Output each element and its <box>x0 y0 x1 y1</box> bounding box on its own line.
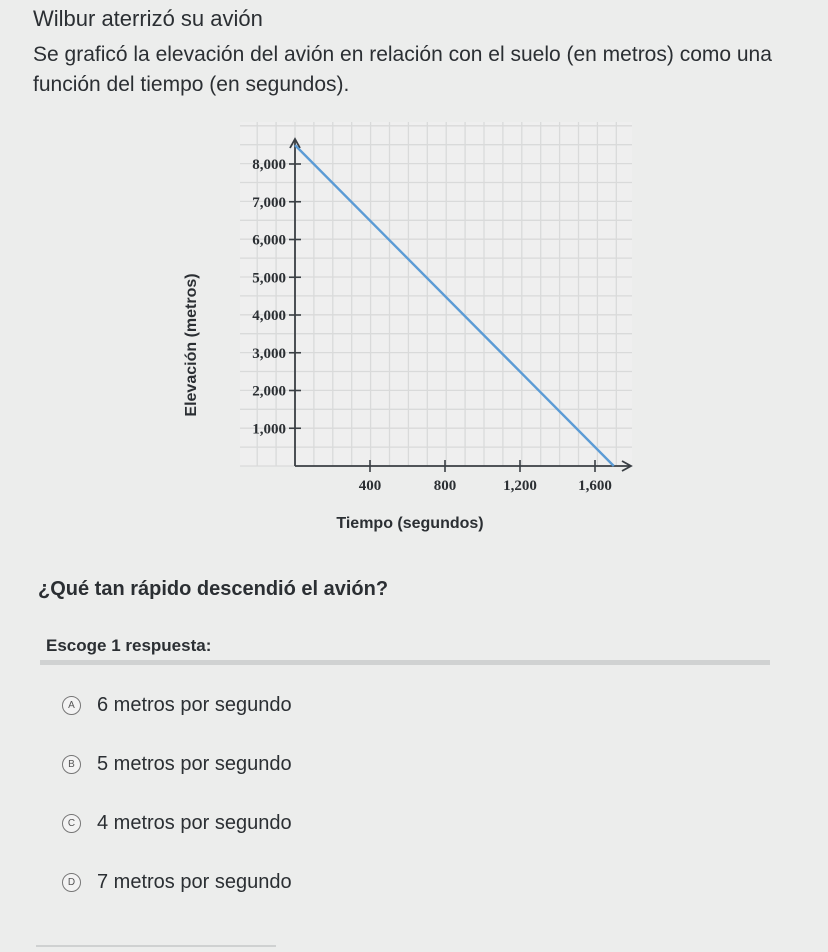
divider-bottom <box>36 945 276 947</box>
x-tick-label: 1,200 <box>503 478 537 494</box>
x-tick-label: 800 <box>433 478 457 494</box>
option-a-radio[interactable]: A <box>62 696 81 715</box>
option-d-label: 7 metros por segundo <box>97 871 292 893</box>
x-tick-label: 1,600 <box>578 478 612 494</box>
y-tick-label: 3,000 <box>252 345 286 362</box>
question-text: ¿Qué tan rápido descendió el avión? <box>38 578 389 600</box>
answer-instruction: Escoge 1 respuesta: <box>46 636 212 655</box>
divider <box>40 660 770 665</box>
y-tick-label: 6,000 <box>252 232 286 249</box>
option-d-radio[interactable]: D <box>62 873 81 892</box>
option-a-label: 6 metros por segundo <box>97 694 292 716</box>
y-tick-label: 8,000 <box>252 157 286 173</box>
y-tick-label: 2,000 <box>252 383 286 400</box>
option-b-radio[interactable]: B <box>62 755 81 774</box>
y-tick-label: 4,000 <box>252 308 286 324</box>
y-tick-label: 1,000 <box>252 421 286 438</box>
y-tick-label: 5,000 <box>252 270 286 287</box>
option-a[interactable] <box>62 694 292 717</box>
x-axis-label: Tiempo (segundos) <box>336 515 484 532</box>
option-d[interactable] <box>62 871 292 894</box>
x-tick-label: 400 <box>358 478 382 494</box>
option-c-radio[interactable]: C <box>62 814 81 833</box>
option-b-label: 5 metros por segundo <box>97 753 292 775</box>
y-axis-label: Elevación (metros) <box>183 273 200 417</box>
problem-description: Se graficó la elevación del avión en relación con el suelo (en metros) como una función del tiempo (en segundos). <box>33 43 772 96</box>
grid-panel <box>240 122 632 466</box>
option-b[interactable] <box>62 753 292 776</box>
page-title: Wilbur aterrizó su avión <box>33 6 263 31</box>
option-c-label: 4 metros por segundo <box>97 812 292 834</box>
y-tick-label: 7,000 <box>252 194 286 211</box>
option-c[interactable] <box>62 812 292 835</box>
